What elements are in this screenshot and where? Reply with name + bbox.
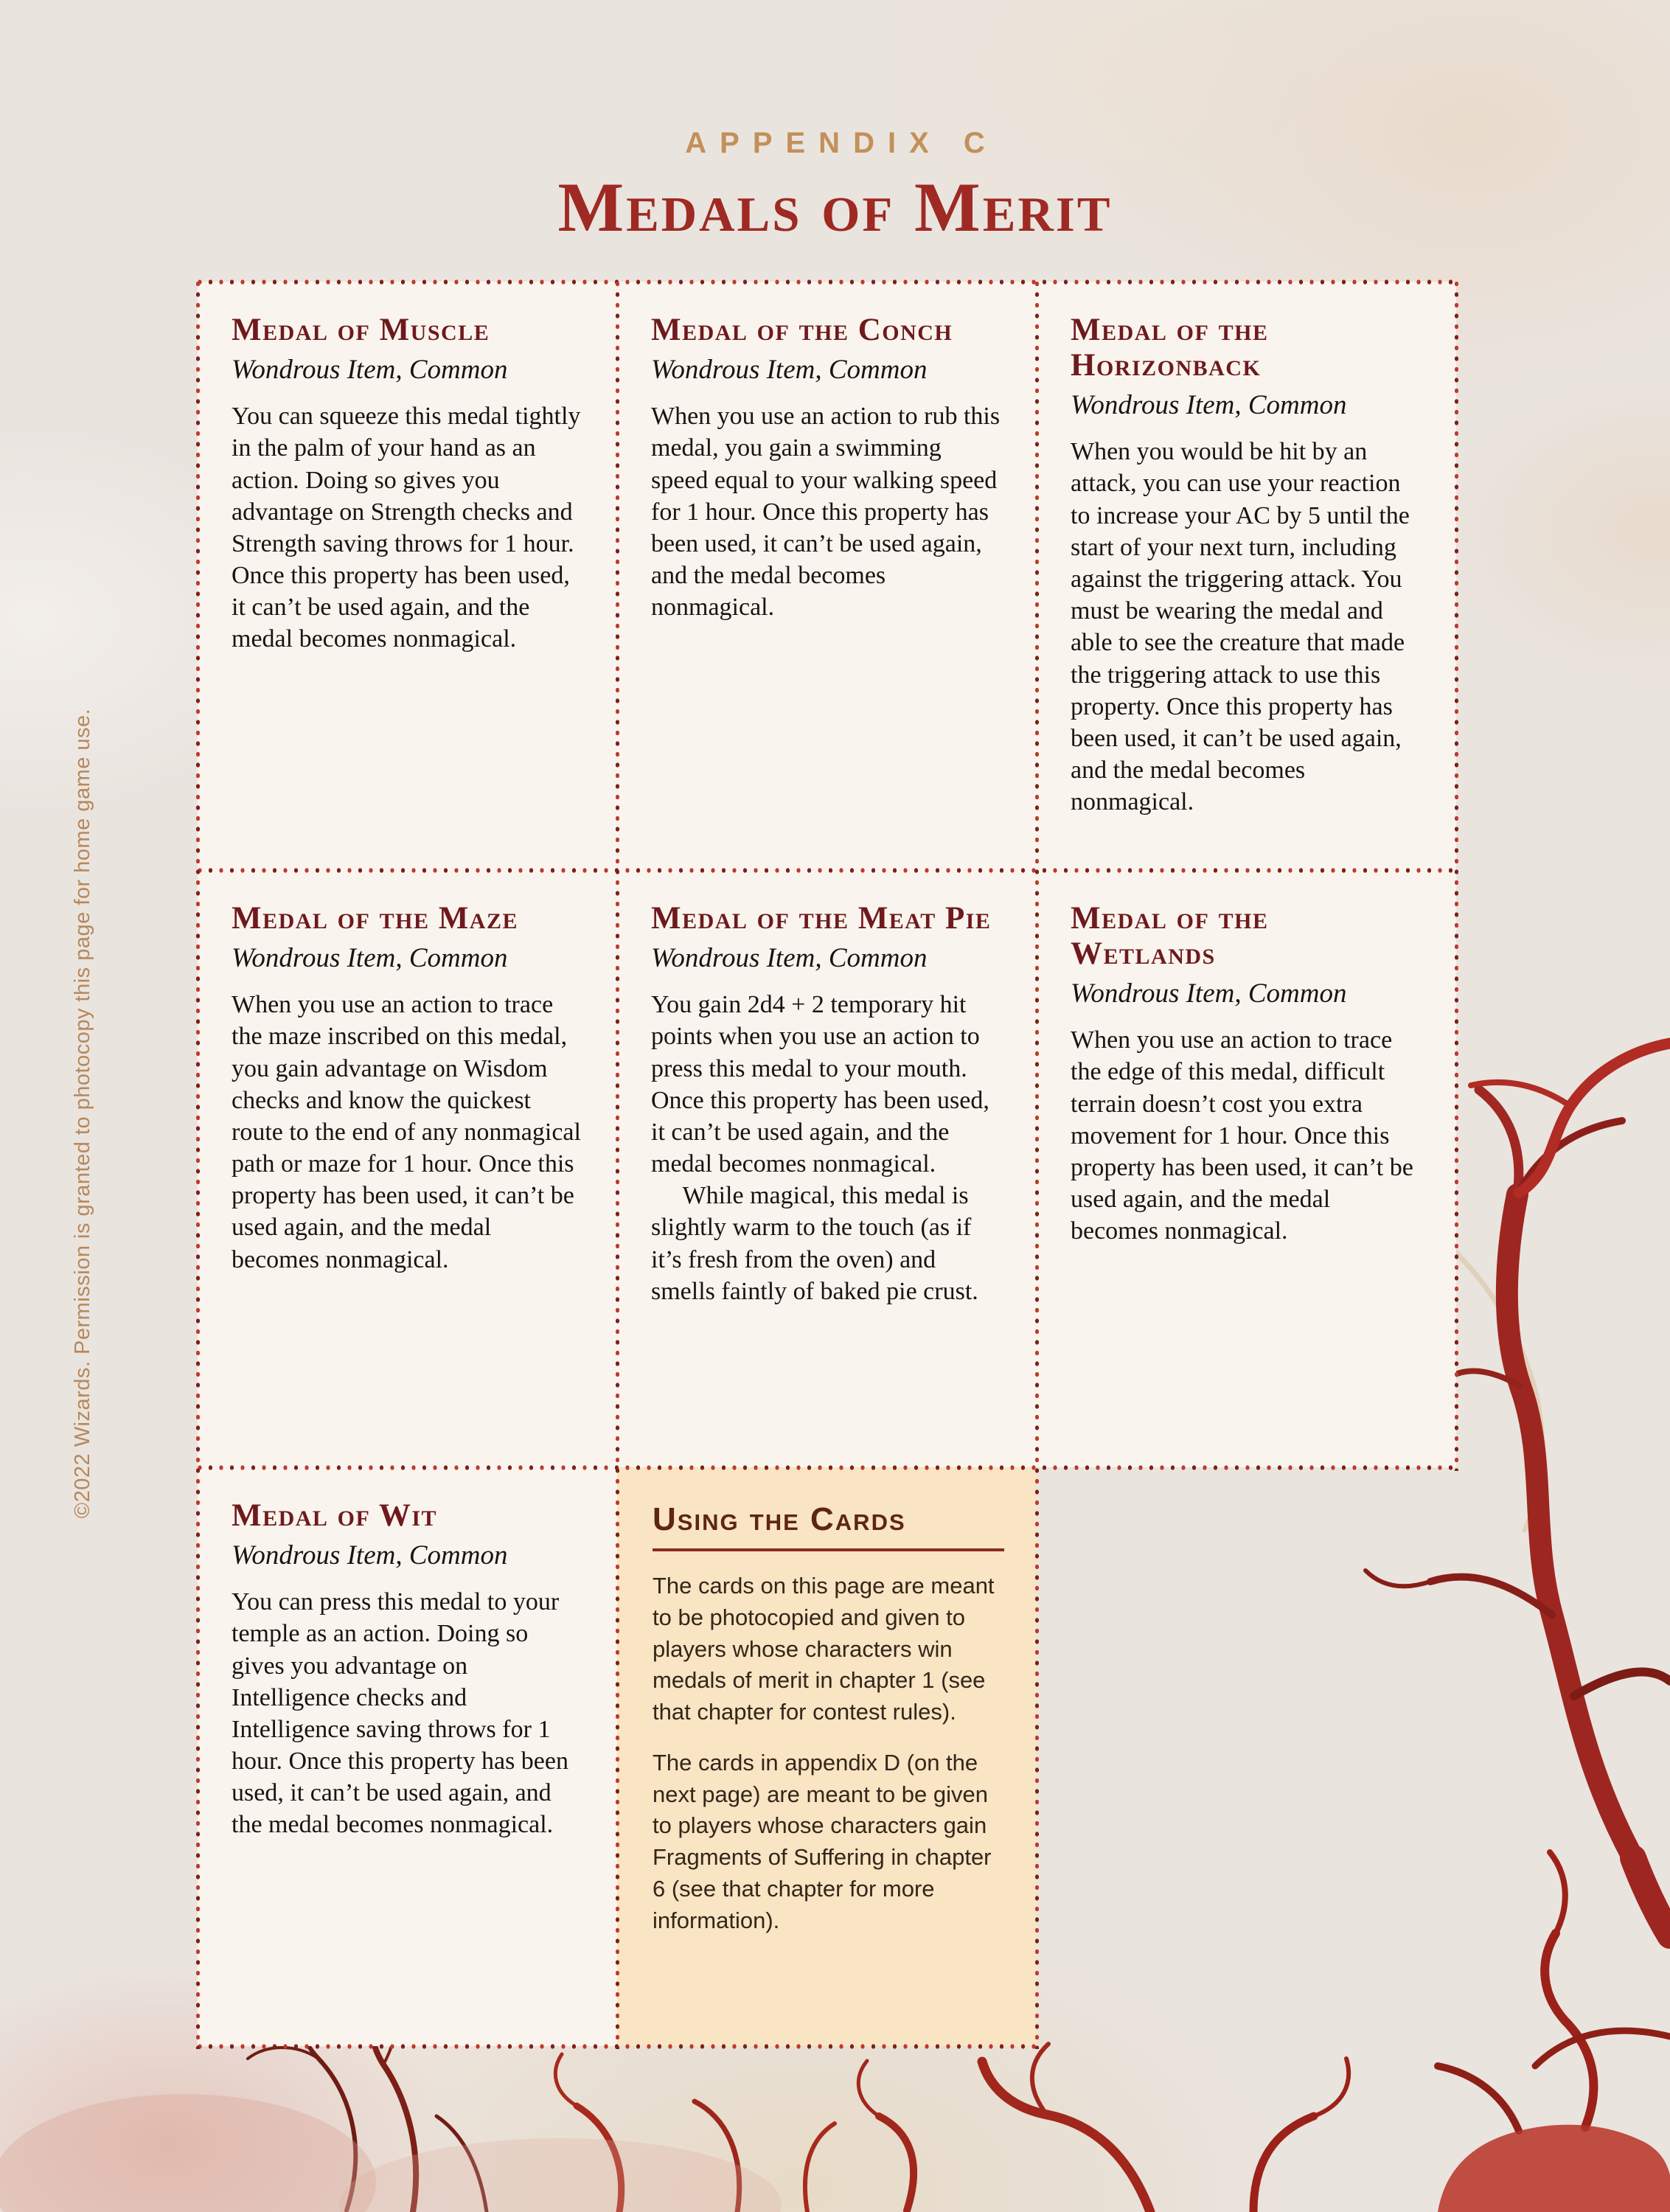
card-medal-of-the-wetlands [1037,870,1456,1467]
card-subtitle: Wondrous Item, Common [651,355,928,386]
grid-border-col1 [614,279,621,2049]
card-body [1071,1024,1421,1247]
grid-border-top [195,279,1459,285]
card-body [651,989,1001,1307]
copyright-notice: ©2022 Wizards. Permission is granted to photocopy this page for home game use. [71,708,94,1519]
card-body [651,400,1001,623]
card-paragraph: When you use an action to trace the maze inscribed on this medal, you gain advantage on Wisdom checks and know the quickest route to the end of any nonmagical path or maze for 1 hour. Once this property has been used, it can’t be used again, and the medal becomes nonmagical. [232,991,581,1273]
card-medal-of-the-meat-pie [617,870,1037,1467]
card-body [232,400,582,655]
appendix-label: APPENDIX C [685,127,998,159]
callout-title: Using the Cards [653,1501,1004,1551]
card-medal-of-the-maze [198,870,617,1467]
card-body [1071,436,1421,818]
page-title: Medals of Merit [557,168,1113,246]
card-paragraph: While magical, this medal is slightly warm to the touch (as if it’s fresh from the oven) and smells faintly of baked pie crust. [651,1182,978,1305]
card-subtitle: Wondrous Item, Common [232,943,508,974]
card-title: Medal of the Maze [232,901,518,936]
card-title: Medal of Wit [232,1498,438,1533]
card-paragraph: When you use an action to trace the edge of this medal, difficult terrain doesn’t cost you extra movement for 1 hour. Once this property has been used, it can’t be used again, and the medal becomes nonmagical. [1071,1026,1413,1245]
card-subtitle: Wondrous Item, Common [232,1540,508,1571]
card-title: Medal of Muscle [232,313,490,347]
callout-paragraph: The cards in appendix D (on the next page) are meant to be given to players whose characters gain Fragments of Suffering in chapter 6 (see that chapter for more information). [653,1749,992,1933]
card-subtitle: Wondrous Item, Common [651,943,928,974]
grid-border-row1 [195,867,1459,874]
grid-border-col2 [1034,279,1040,2049]
card-subtitle: Wondrous Item, Common [1071,978,1347,1009]
card-paragraph: When you use an action to rub this medal, you gain a swimming speed equal to your walking speed for 1 hour. Once this property has been used, it can’t be used again, and the medal becomes nonmagical. [651,403,1001,622]
card-paragraph: You can press this medal to your temple as an action. Doing so gives you advantage on Intelligence checks and Intelligence saving throws for 1 hour. Once this property has been used, it can’t be used again, and the medal becomes nonmagical. [232,1588,568,1839]
card-title: Medal of the Meat Pie [651,901,992,936]
card-medal-of-the-horizonback [1037,282,1456,870]
card-subtitle: Wondrous Item, Common [232,355,508,386]
card-paragraph: When you would be hit by an attack, you can use your reaction to increase your AC by 5 until the start of your next turn, including against the triggering attack. You must be wearing the medal and able to see the creature that made the triggering attack to use this property. Once this property has been used, it can’t be used again, and the medal becomes nonmagical. [1071,438,1410,816]
grid-border-right [1453,279,1460,1471]
callout-paragraph: The cards on this page are meant to be photocopied and given to players whose characters win medals of merit in chapter 1 (see that chapter for contest rules). [653,1573,995,1725]
card-medal-of-the-conch [617,282,1037,870]
card-paragraph: You can squeeze this medal tightly in the palm of your hand as an action. Doing so gives you advantage on Strength checks and Strength saving throws for 1 hour. Once this property has been used, it can’t be used again, and the medal becomes nonmagical. [232,403,581,653]
card-subtitle: Wondrous Item, Common [1071,390,1347,421]
callout-body [653,1571,1004,1936]
callout-using-the-cards [617,1467,1037,2046]
card-medal-of-wit [198,1467,617,2046]
card-body [232,1586,582,1840]
card-title: Medal of the Wetlands [1071,901,1269,972]
grid-border-left [195,279,201,2049]
card-paragraph: You gain 2d4 + 2 temporary hit points when you use an action to press this medal to your mouth. Once this property has been used, it can’t be used again, and the medal becomes nonmagical. [651,991,989,1178]
card-title: Medal of the Conch [651,313,953,347]
card-title: Medal of the Horizonback [1071,313,1269,383]
card-body [232,989,582,1276]
card-medal-of-muscle [198,282,617,870]
grid-border-row2 [195,1464,1459,1471]
